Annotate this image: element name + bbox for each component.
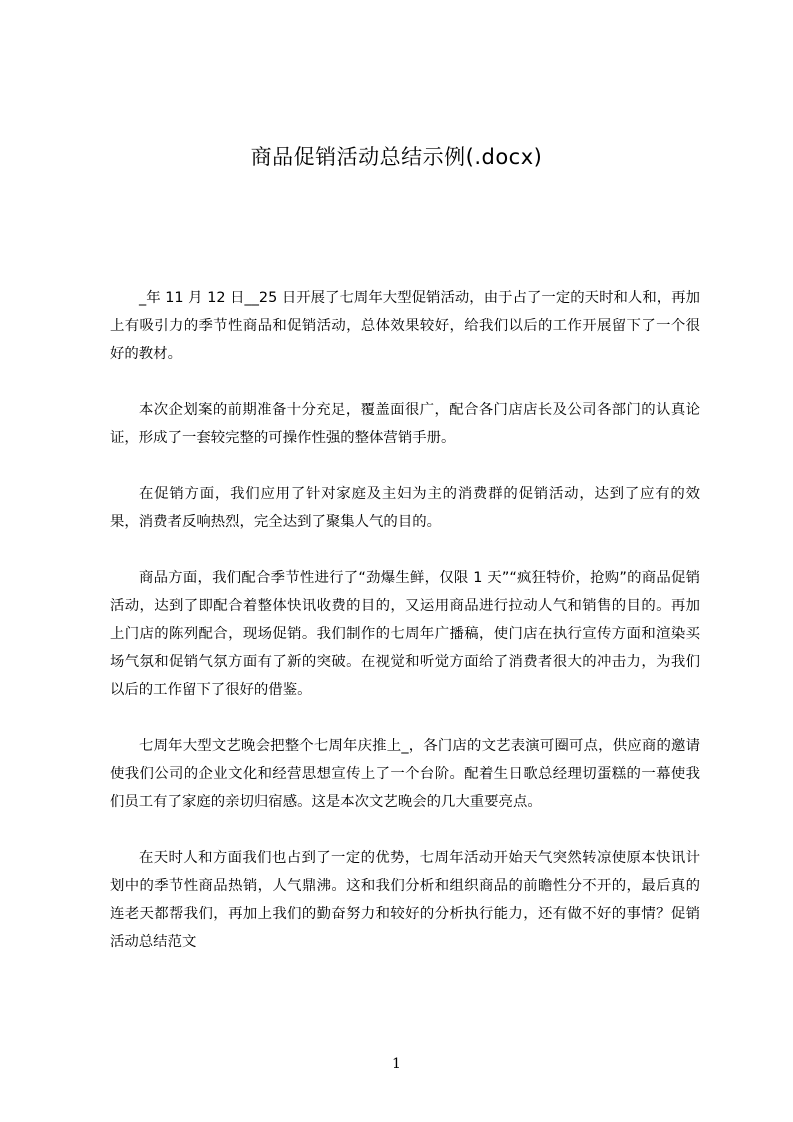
paragraph-3: 在促销方面，我们应用了针对家庭及主妇为主的消费群的促销活动，达到了应有的效果，消费者反响热烈，完全达到了聚集人气的目的。 xyxy=(110,486,700,530)
paragraph-1: _年 11 月 12 日__25 日开展了七周年大型促销活动，由于占了一定的天时和人和，再加上有吸引力的季节性商品和促销活动，总体效果较好，给我们以后的工作开展留下了一个很好的教材。 xyxy=(110,290,700,362)
paragraph-5: 七周年大型文艺晚会把整个七周年庆推上_，各门店的文艺表演可圈可点，供应商的邀请使我们公司的企业文化和经营思想宣传上了一个台阶。配着生日歌总经理切蛋糕的一幕使我们员工有了家庭的亲切归宿感。这是本次文艺晚会的几大重要亮点。 xyxy=(110,738,700,810)
document-title: 商品促销活动总结示例(.docx) xyxy=(250,145,543,169)
document-body xyxy=(110,284,700,984)
paragraph-6: 在天时人和方面我们也占到了一定的优势，七周年活动开始天气突然转凉使原本快讯计划中的季节性商品热销，人气鼎沸。这和我们分析和组织商品的前瞻性分不开的，最后真的连老天都帮我们，再加上我们的勤奋努力和较好的分析执行能力，还有做不好的事情？促销活动总结范文 xyxy=(110,850,700,950)
paragraph-2: 本次企划案的前期准备十分充足，覆盖面很广，配合各门店店长及公司各部门的认真论证，形成了一套较完整的可操作性强的整体营销手册。 xyxy=(110,402,700,446)
paragraph-4: 商品方面，我们配合季节性进行了“劲爆生鲜，仅限 1 天”“疯狂特价，抢购”的商品促销活动，达到了即配合着整体快讯收费的目的，又运用商品进行拉动人气和销售的目的。再加上门店的陈列配合，现场促销。我们制作的七周年广播稿，使门店在执行宣传方面和渲染买场气氛和促销气氛方面有了新的突破。在视觉和听觉方面给了消费者很大的冲击力，为我们以后的工作留下了很好的借鉴。 xyxy=(110,570,700,698)
page-number: 1 xyxy=(392,1056,401,1072)
